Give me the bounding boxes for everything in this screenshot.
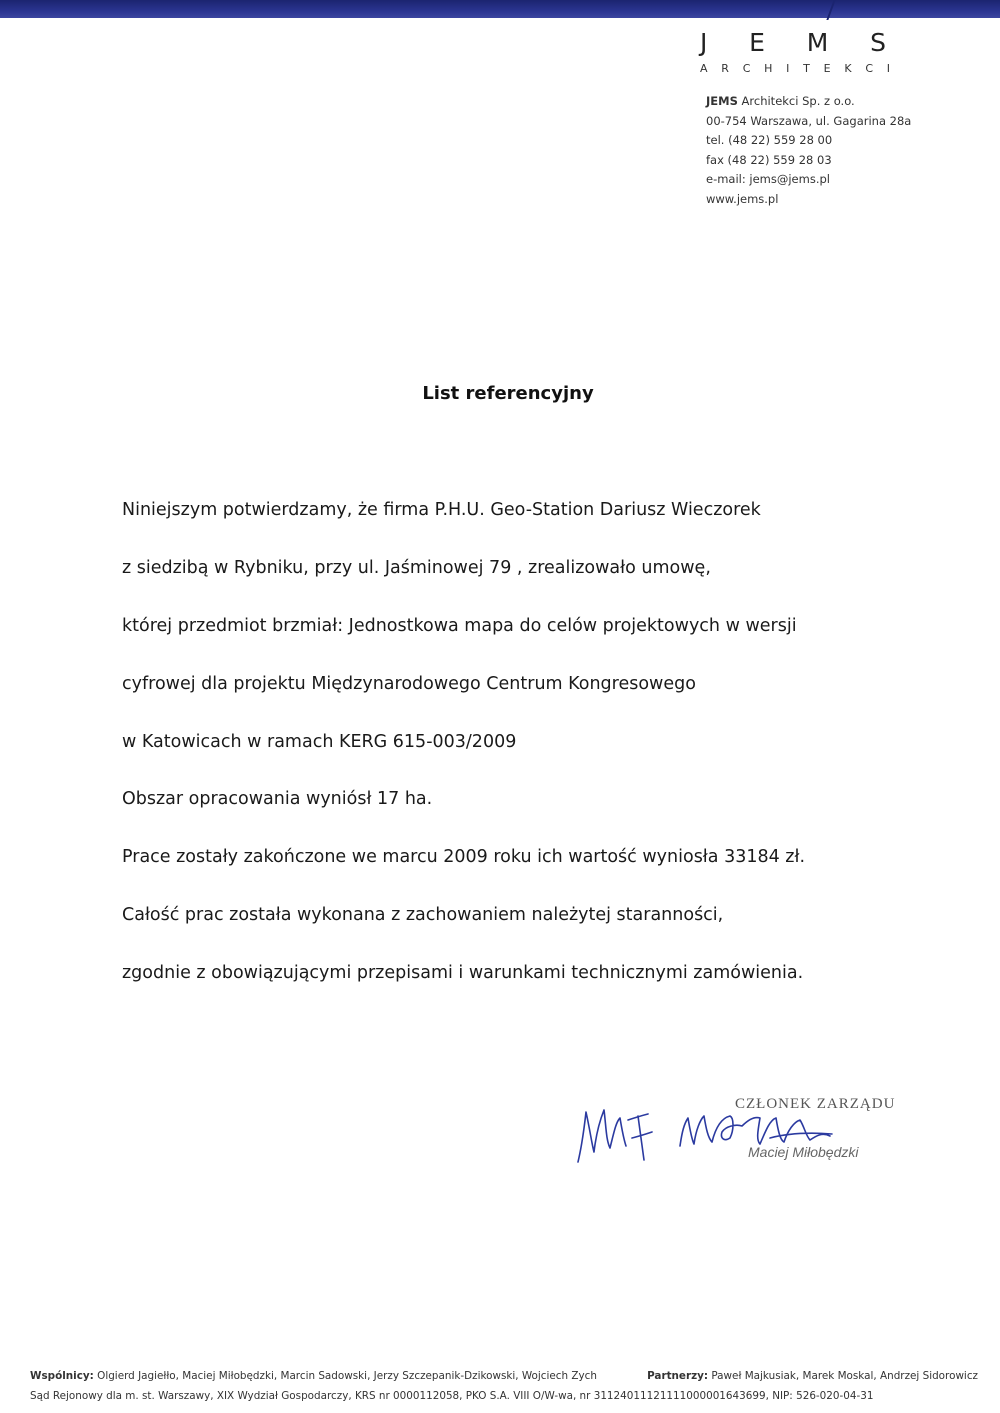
logo-sub-letter: R bbox=[721, 62, 729, 75]
body-paragraph: Niniejszym potwierdzamy, że firma P.H.U. Geo-Station Dariusz Wieczorek bbox=[122, 500, 761, 520]
company-logo bbox=[700, 28, 890, 75]
logo-sub-letter: I bbox=[786, 62, 790, 75]
stamp-name: Maciej Miłobędzki bbox=[748, 1144, 859, 1160]
email-line: e-mail: jems@jems.pl bbox=[706, 172, 830, 186]
footer-partners bbox=[30, 1366, 597, 1386]
logo-sub-letter: C bbox=[865, 62, 873, 75]
footer bbox=[30, 1366, 978, 1406]
address-line: 00-754 Warszawa, ul. Gagarina 28a bbox=[706, 113, 912, 128]
top-bar bbox=[0, 0, 1000, 18]
logo-letter: S bbox=[870, 28, 886, 57]
footer-partners-line bbox=[30, 1366, 978, 1386]
company-name bbox=[706, 92, 911, 112]
logo-sub-letter: K bbox=[844, 62, 852, 75]
letter-body bbox=[122, 498, 982, 1019]
logo-letter: M bbox=[806, 28, 829, 57]
logo-sub-letter: H bbox=[764, 62, 773, 75]
body-paragraph: Obszar opracowania wyniósł 17 ha. bbox=[122, 789, 433, 810]
body-paragraph: której przedmiot brzmiał: Jednostkowa mapa do celów projektowych w wersji bbox=[122, 615, 797, 636]
fax-line: fax (48 22) 559 28 03 bbox=[706, 152, 832, 167]
website-line: www.jems.pl bbox=[706, 191, 779, 206]
logo-sub-letter: T bbox=[803, 62, 810, 75]
company-address bbox=[706, 92, 911, 209]
logo-sub-letter: A bbox=[700, 62, 708, 75]
body-paragraph: z siedzibą w Rybniku, przy ul. Jaśminowej 79 , zrealizowało umowę, bbox=[122, 557, 711, 578]
logo-letter: J bbox=[700, 28, 708, 57]
associates-label: Partnerzy: bbox=[647, 1370, 709, 1382]
associates-names: Paweł Majkusiak, Marek Moskal, Andrzej Sidorowicz bbox=[708, 1370, 978, 1382]
handwritten-signature bbox=[570, 1090, 900, 1180]
footer-associates bbox=[647, 1366, 978, 1386]
logo-sub-letters bbox=[700, 62, 890, 75]
logo-letter: E bbox=[749, 28, 765, 57]
logo-sub-letter: I bbox=[886, 62, 890, 75]
company-name-rest: Architekci Sp. z o.o. bbox=[737, 94, 855, 108]
body-paragraph: cyfrowej dla projektu Międzynarodowego Centrum Kongresowego bbox=[122, 673, 696, 694]
body-paragraph: Prace zostały zakończone we marcu 2009 roku ich wartość wyniosła 33184 zł. bbox=[122, 847, 806, 868]
partners-label: Wspólnicy: bbox=[30, 1370, 94, 1382]
logo-sub-letter: E bbox=[823, 62, 831, 75]
footer-registry: Sąd Rejonowy dla m. st. Warszawy, XIX Wydział Gospodarczy, KRS nr 0000112058, PKO S.A. VIII O/W-wa, nr 31124011121111000001643699, NIP: 526-020-04-31 bbox=[30, 1390, 874, 1402]
body-paragraph: zgodnie z obowiązującymi przepisami i warunkami technicznymi zamówienia. bbox=[122, 963, 804, 984]
logo-main-letters bbox=[700, 28, 890, 58]
body-paragraph: Całość prac została wykonana z zachowaniem należytej staranności, bbox=[122, 905, 724, 926]
company-name-bold: JEMS bbox=[706, 94, 738, 108]
phone-line: tel. (48 22) 559 28 00 bbox=[706, 133, 833, 147]
document-title: List referencyjny bbox=[422, 383, 594, 404]
signature-block bbox=[570, 1090, 900, 1180]
stamp-title: CZŁONEK ZARZĄDU bbox=[735, 1096, 896, 1112]
logo-sub-letter: C bbox=[742, 62, 751, 75]
partners-names: Olgierd Jagiełło, Maciej Miłobędzki, Marcin Sadowski, Jerzy Szczepanik-Dzikowski, Wojciech Zych bbox=[93, 1370, 597, 1382]
body-paragraph: w Katowicach w ramach KERG 615-003/2009 bbox=[122, 731, 517, 752]
